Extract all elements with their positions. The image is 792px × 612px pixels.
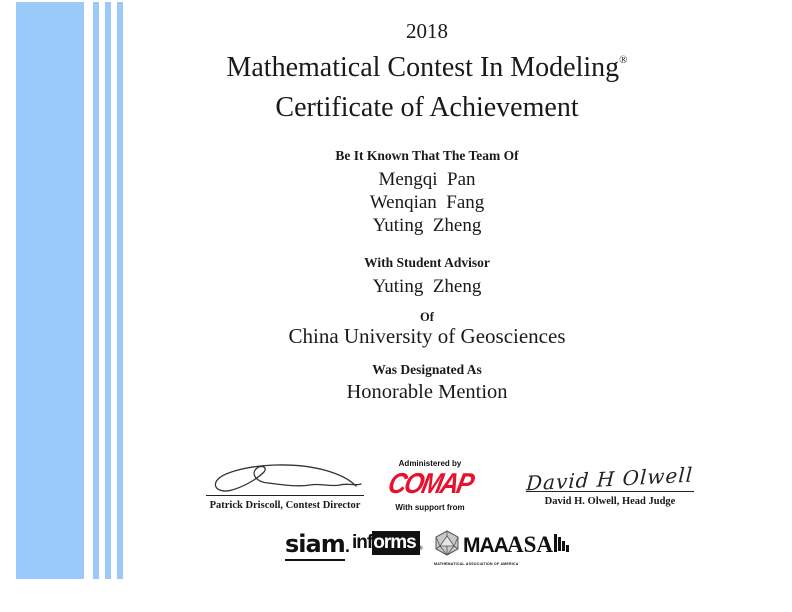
contest-director-signature-block	[206, 456, 364, 511]
siam-logo-period: .	[344, 540, 351, 556]
siam-logo-text: siam	[285, 530, 345, 561]
contest-director-caption: Patrick Driscoll, Contest Director	[209, 500, 361, 511]
maa-logo-text: MAA	[463, 534, 508, 557]
head-judge-signature-block	[526, 450, 694, 507]
asa-logo	[507, 533, 569, 556]
head-judge-signature-text: David H Olwell	[525, 462, 695, 496]
designation-value: Honorable Mention	[346, 381, 508, 403]
team-intro-label: Be It Known That The Team Of	[335, 148, 519, 163]
comap-logo: COMAP	[385, 467, 476, 500]
administered-by-block	[385, 459, 475, 512]
team-member-name: Yuting Zheng	[372, 215, 482, 236]
contest-title-text: Mathematical Contest In Modeling	[226, 52, 620, 83]
team-member-name: Wenqian Fang	[369, 192, 485, 213]
advisor-label: With Student Advisor	[364, 255, 490, 270]
advisor-name: Yuting Zheng	[372, 276, 482, 297]
informs-logo-box: orms	[372, 531, 419, 555]
informs-logo-prefix: inf	[352, 532, 373, 553]
support-from-label: With support from	[395, 502, 465, 512]
asa-logo-text: ASA	[507, 532, 554, 557]
maa-icosahedron-icon	[434, 530, 460, 561]
certificate-subtitle: Certificate of Achievement	[275, 92, 579, 123]
head-judge-caption: David H. Olwell, Head Judge	[544, 496, 676, 507]
informs-registered-mark: ®	[418, 546, 422, 552]
head-judge-signature-icon	[525, 450, 695, 496]
informs-logo	[352, 533, 420, 553]
contest-year: 2018	[406, 19, 448, 43]
contest-director-signature-icon	[206, 456, 364, 496]
administered-by-label: Administered by	[398, 459, 462, 468]
asa-bars-icon	[554, 534, 569, 552]
designation-label: Was Designated As	[372, 362, 482, 377]
registered-mark: ®	[619, 54, 628, 66]
sponsor-logo-row	[0, 530, 792, 566]
maa-logo-caption: MATHEMATICAL ASSOCIATION OF AMERICA	[434, 562, 519, 566]
of-label: Of	[420, 310, 434, 324]
siam-logo	[285, 532, 350, 556]
contest-title	[62, 52, 792, 84]
institution-name: China University of Geosciences	[288, 324, 566, 348]
team-member-name: Mengqi Pan	[378, 169, 476, 190]
